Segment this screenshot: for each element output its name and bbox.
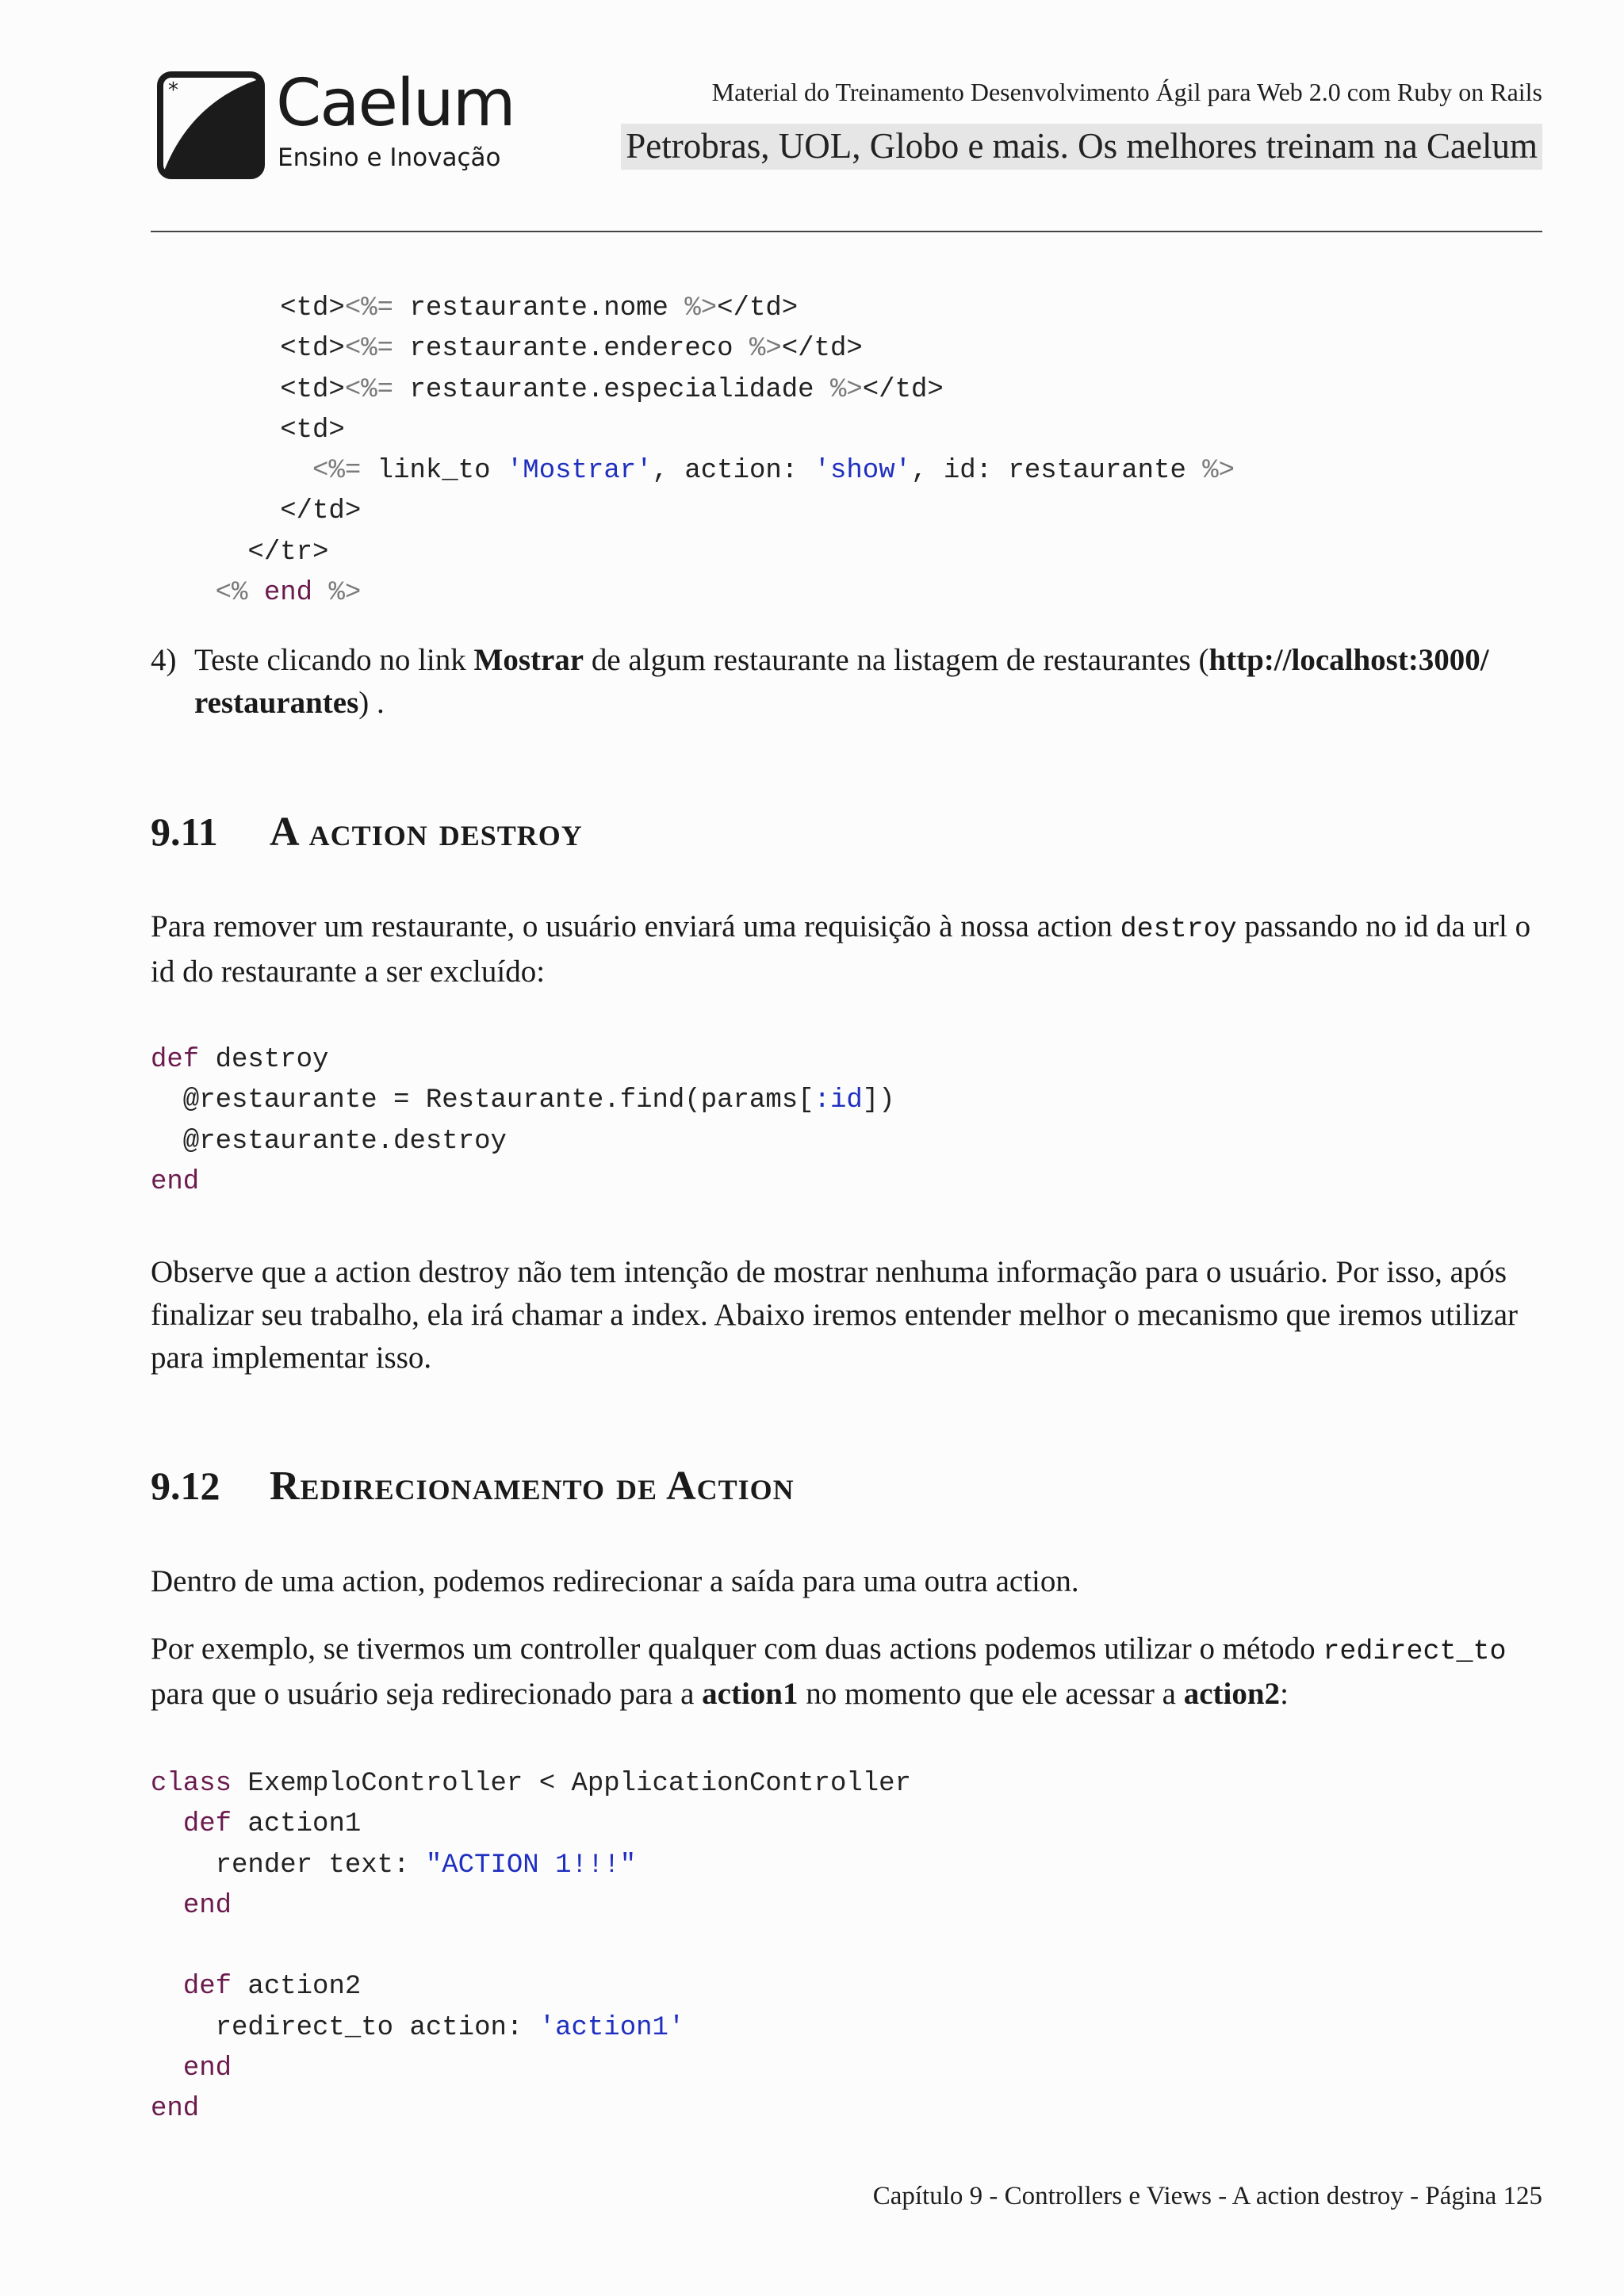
code-line: <td>	[151, 415, 345, 446]
step-4	[151, 639, 1542, 725]
code-line: </tr>	[151, 537, 329, 568]
code-line: def action2	[182, 1972, 362, 2003]
paragraph-redirect-intro: Dentro de uma action, podemos redirecionar a saída para uma outra action.	[151, 1564, 1079, 1598]
svg-text:*: *	[168, 78, 178, 102]
header-divider	[151, 231, 1542, 232]
section-title: A action destroy	[270, 809, 583, 855]
inline-code: redirect_to	[1323, 1636, 1507, 1667]
caelum-logo-icon	[157, 71, 265, 179]
code-line: def destroy	[151, 1045, 329, 1075]
code-block-view-table	[151, 289, 1235, 614]
code-line: <td><%= restaurante.nome %></td>	[151, 293, 799, 323]
page-footer: Capítulo 9 - Controllers e Views - A action destroy - Página 125	[872, 2182, 1542, 2210]
para-text: Para remover um restaurante, o usuário enviará uma requisição à nossa action	[151, 909, 1120, 943]
header-course-title: Material do Treinamento Desenvolvimento Ágil para Web 2.0 com Ruby on Rails	[711, 78, 1542, 106]
step-text	[194, 639, 1542, 725]
code-line: <%= link_to 'Mostrar', action: 'show', id: restaurante %>	[312, 456, 1235, 487]
para-text: passando no id da url o id do restaurante a ser excluído:	[151, 909, 1531, 989]
section-number: 9.12	[151, 1464, 220, 1508]
code-line: </td>	[151, 496, 362, 527]
code-line: <td><%= restaurante.endereco %></td>	[151, 334, 863, 365]
bold-action2: action2	[1183, 1677, 1281, 1711]
inline-code: destroy	[1120, 913, 1237, 945]
step-bold-url: http://localhost:3000/	[1208, 643, 1489, 677]
code-line: <% end %>	[215, 578, 362, 609]
code-line: def action1	[182, 1809, 362, 1840]
paragraph-destroy-note: Observe que a action destroy não tem intenção de mostrar nenhuma informação para o usuário. Por isso, após finalizar seu trabalho, ela irá chamar a index. Abaixo iremos entender melhor o mecanismo que iremos utilizar para implementar isso.	[151, 1255, 1519, 1375]
code-line: class ExemploController < ApplicationController	[151, 1769, 911, 1799]
code-line: @restaurante = Restaurante.find(params[:id])	[151, 1085, 895, 1116]
step-bold-url-end: restaurantes	[194, 686, 359, 720]
para-text: :	[1280, 1677, 1289, 1711]
section-title: Redirecionamento de Action	[270, 1464, 795, 1509]
step-text-part: Teste clicando no link	[194, 643, 474, 677]
paragraph-destroy-intro	[151, 905, 1542, 993]
step-number: 4)	[151, 643, 177, 677]
section-number: 9.11	[151, 809, 218, 854]
section-heading-9-11	[151, 809, 583, 855]
paragraph-redirect-example	[151, 1628, 1542, 1716]
section-heading-9-12	[151, 1463, 795, 1510]
code-line: redirect_to action: 'action1'	[151, 2012, 685, 2043]
code-line: end	[151, 1166, 200, 1197]
code-line: end	[182, 2053, 232, 2084]
code-line: end	[182, 1890, 232, 1921]
caelum-logo	[157, 66, 515, 182]
code-line: <td><%= restaurante.especialidade %></td>	[151, 374, 944, 405]
logo-name: Caelum	[276, 66, 515, 141]
page-header	[151, 65, 1542, 192]
para-text: no momento que ele acessar a	[798, 1677, 1184, 1711]
para-text: Por exemplo, se tivermos um controller qualquer com duas actions podemos utilizar o método	[151, 1632, 1323, 1666]
bold-action1: action1	[702, 1677, 799, 1711]
code-line: @restaurante.destroy	[151, 1126, 507, 1157]
code-line: render text: "ACTION 1!!!"	[151, 1850, 637, 1881]
para-text: para que o usuário seja redirecionado para a	[151, 1677, 703, 1711]
code-block-destroy	[151, 1040, 895, 1203]
step-text-part: de algum restaurante na listagem de restaurantes (	[584, 643, 1209, 677]
code-line: end	[151, 2094, 200, 2125]
step-text-part: ) .	[358, 686, 385, 720]
header-slogan: Petrobras, UOL, Globo e mais. Os melhores treinam na Caelum	[621, 124, 1542, 170]
code-block-redirect	[151, 1764, 911, 2130]
step-bold-link: Mostrar	[473, 643, 584, 677]
logo-tagline: Ensino e Inovação	[278, 144, 501, 172]
